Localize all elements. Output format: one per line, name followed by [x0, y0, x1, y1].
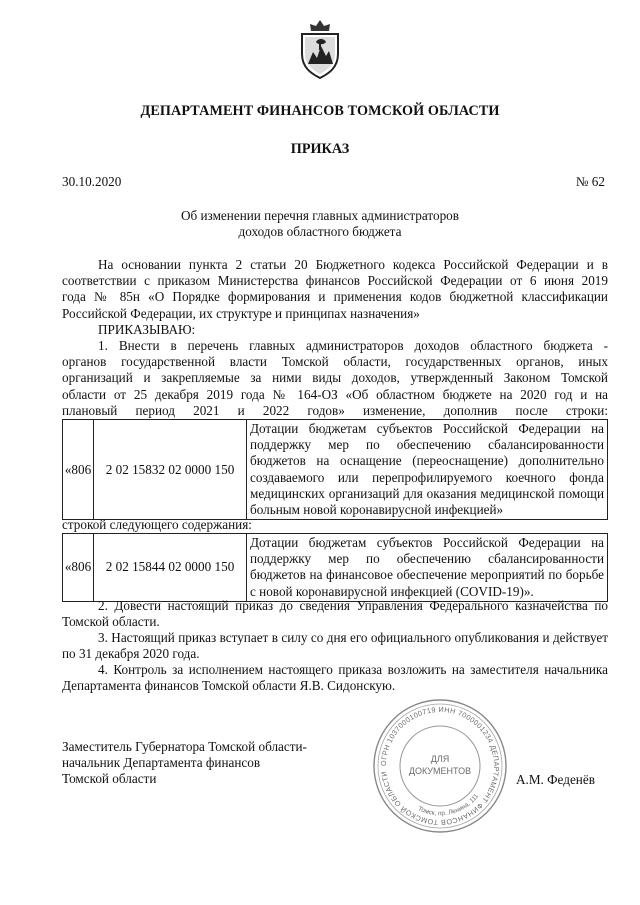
- income-description-cell: Дотации бюджетам субъектов Российской Федерации на поддержку мер по обеспечению сбалансированности бюджетов на оснащение (переоснащение) дополнительно создаваемого или перепрофилируемого коечного фонда медицинских организаций для оказания медицинской помощи больным новой коронавирусной инфекцией»: [247, 420, 608, 520]
- coat-of-arms-icon: [296, 18, 344, 80]
- signatory-line-3: Томской области: [62, 771, 157, 787]
- item-4: [62, 662, 608, 694]
- income-code-cell: 2 02 15832 02 0000 150: [94, 420, 247, 520]
- item-1-line-2: органов государственной власти Томской области, государственных органов, иных: [62, 354, 608, 370]
- item-1: [62, 338, 608, 419]
- table-row: [63, 420, 608, 520]
- preamble-line-4: Российской Федерации, их структуре и принципах назначения»: [62, 305, 420, 321]
- subject-line-1: Об изменении перечня главных администраторов: [180, 208, 460, 223]
- income-table-new: [62, 533, 608, 602]
- item-2-text: 2. Довести настоящий приказ до сведения Управления Федерального казначейства по Томской области.: [62, 598, 608, 630]
- stamp-ring-text: ОГРН 1037000100719 ИНН 7000001234 ДЕПАРТАМЕНТ ФИНАНСОВ ТОМСКОЙ ОБЛАСТИ: [378, 704, 502, 828]
- preamble-line-2: соответствии с приказом Министерства финансов Российской Федерации от 6 июня 2019: [62, 273, 608, 289]
- signatory-line-2: начальник Департамента финансов: [62, 755, 261, 771]
- item-2: [62, 598, 608, 630]
- preamble-line-1: На основании пункта 2 статьи 20 Бюджетного кодекса Российской Федерации и в: [98, 257, 608, 272]
- income-code-cell: 2 02 15844 02 0000 150: [94, 534, 247, 602]
- item-1-line-5: плановый период 2021 и 2022 годов» изменение, дополнив после строки:: [62, 402, 608, 418]
- order-word: ПРИКАЗЫВАЮ:: [98, 321, 196, 337]
- official-stamp-icon: [370, 696, 510, 836]
- item-3: [62, 630, 608, 662]
- order-number: № 62: [575, 174, 605, 189]
- signatory-name: А.М. Феденёв: [516, 772, 595, 787]
- item-3-text: 3. Настоящий приказ вступает в силу со дня его официального опубликования и действует по 31 декабря 2020 года.: [62, 630, 608, 662]
- stamp-center-line-1: ДЛЯ: [430, 754, 450, 764]
- preamble-line-3: года № 85н «О Порядке формирования и применения кодов бюджетной классификации: [62, 289, 608, 305]
- subject-line-2: доходов областного бюджета: [238, 224, 402, 240]
- income-description-cell: Дотации бюджетам субъектов Российской Федерации на поддержку мер по обеспечению сбалансированности бюджетов на финансовое обеспечение мероприятий по борьбе с новой коронавирусной инфекцией (COVID-19)».: [247, 534, 608, 602]
- preamble: [62, 257, 608, 338]
- signatory-title: [62, 739, 307, 788]
- item-1-line-1: 1. Внести в перечень главных администраторов доходов областного бюджета -: [98, 338, 608, 353]
- stamp-bottom-text: Томск, пр. Ленина, 111: [416, 792, 481, 818]
- item-4-text: 4. Контроль за исполнением настоящего приказа возложить на заместителя начальника Департамента финансов Томской области Я.В. Сидонскую.: [62, 662, 608, 694]
- order-subject: [0, 208, 640, 240]
- income-table-existing: [62, 419, 608, 520]
- department-title: ДЕПАРТАМЕНТ ФИНАНСОВ ТОМСКОЙ ОБЛАСТИ: [140, 103, 500, 119]
- between-text: строкой следующего содержания:: [62, 517, 252, 532]
- document-type: ПРИКАЗ: [290, 141, 350, 157]
- item-1-line-4: области от 25 декабря 2019 года № 164-ОЗ «Об областном бюджете на 2020 год и на: [62, 386, 608, 402]
- admin-code-cell: «806: [63, 420, 94, 520]
- admin-code-cell: «806: [63, 534, 94, 602]
- stamp-center-line-2: ДОКУМЕНТОВ: [408, 766, 472, 776]
- order-date: 30.10.2020: [62, 174, 122, 189]
- item-1-line-3: организаций и закрепляемые за ними виды доходов, утвержденный Законом Томской: [62, 370, 608, 386]
- signatory-line-1: Заместитель Губернатора Томской области-: [62, 739, 307, 754]
- table-row: [63, 534, 608, 602]
